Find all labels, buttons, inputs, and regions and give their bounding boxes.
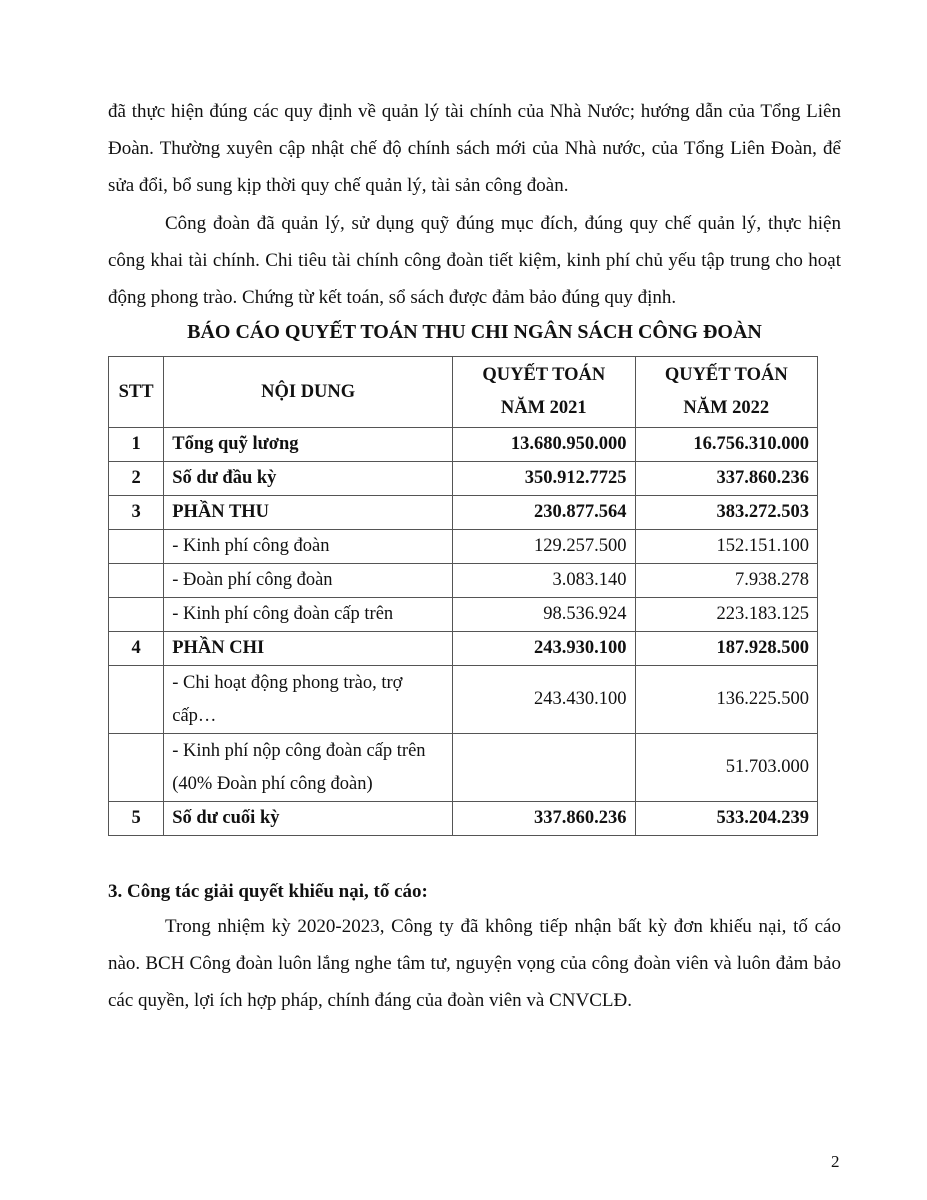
row-content: Số dư cuối kỳ [164, 802, 453, 836]
header-2022 [635, 357, 817, 428]
header-2021-line2: NĂM 2021 [500, 398, 587, 418]
table-row [109, 428, 818, 462]
row-value-2022: 16.756.310.000 [635, 428, 817, 462]
row-value-2021: 129.257.500 [453, 530, 635, 564]
paragraph-fund-management: Công đoàn đã quản lý, sử dụng quỹ đúng mục đích, đúng quy chế quản lý, thực hiện công khai tài chính. Chi tiêu tài chính công đoàn tiết kiệm, kinh phí chủ yếu tập trung cho hoạt động phong trào. Chứng từ kết toán, sổ sách được đảm bảo đúng quy định. [108, 213, 841, 308]
row-stt: 1 [109, 428, 164, 462]
row-value-2021: 230.877.564 [453, 496, 635, 530]
row-content: - Kinh phí công đoàn [164, 530, 453, 564]
header-2022-line1: QUYẾT TOÁN [664, 365, 788, 385]
table-title: BÁO CÁO QUYẾT TOÁN THU CHI NGÂN SÁCH CÔNG ĐOÀN [187, 321, 762, 343]
table-row [109, 632, 818, 666]
row-content: PHẦN CHI [164, 632, 453, 666]
row-content: PHẦN THU [164, 496, 453, 530]
row-value-2021: 13.680.950.000 [453, 428, 635, 462]
row-content: - Kinh phí công đoàn cấp trên [164, 598, 453, 632]
paragraph-financial-regulations: đã thực hiện đúng các quy định về quản lý tài chính của Nhà Nước; hướng dẫn của Tổng Liên Đoàn. Thường xuyên cập nhật chế độ chính sách mới của Nhà nước, của Tổng Liên Đoàn, để sửa đổi, bổ sung kịp thời quy chế quản lý, tài sản công đoàn. [108, 101, 841, 196]
row-value-2022: 337.860.236 [635, 462, 817, 496]
row-value-2022: 7.938.278 [635, 564, 817, 598]
row-value-2022: 136.225.500 [635, 666, 817, 734]
row-value-2022: 383.272.503 [635, 496, 817, 530]
row-stt [109, 734, 164, 802]
budget-report-table [108, 356, 818, 836]
table-header-row [109, 357, 818, 428]
row-stt: 5 [109, 802, 164, 836]
table-row [109, 666, 818, 734]
row-stt [109, 564, 164, 598]
row-content: - Kinh phí nộp công đoàn cấp trên (40% Đoàn phí công đoàn) [164, 734, 453, 802]
row-value-2021: 243.930.100 [453, 632, 635, 666]
header-2021-line1: QUYẾT TOÁN [482, 365, 606, 385]
header-2021 [453, 357, 635, 428]
row-content: - Đoàn phí công đoàn [164, 564, 453, 598]
header-stt: STT [109, 357, 164, 428]
row-value-2022: 533.204.239 [635, 802, 817, 836]
row-value-2021: 350.912.7725 [453, 462, 635, 496]
section-3-heading: 3. Công tác giải quyết khiếu nại, tố cáo: [108, 881, 428, 902]
table-row [109, 802, 818, 836]
header-content: NỘI DUNG [164, 357, 453, 428]
row-stt [109, 666, 164, 734]
table-row [109, 734, 818, 802]
table-row [109, 496, 818, 530]
row-value-2022: 51.703.000 [635, 734, 817, 802]
section-3-body: Trong nhiệm kỳ 2020-2023, Công ty đã không tiếp nhận bất kỳ đơn khiếu nại, tố cáo nào. BCH Công đoàn luôn lắng nghe tâm tư, nguyện vọng của công đoàn viên và luôn đảm bảo các quyền, lợi ích hợp pháp, chính đáng của đoàn viên và CNVCLĐ. [108, 916, 841, 1011]
row-stt [109, 598, 164, 632]
table-row [109, 462, 818, 496]
table-row [109, 564, 818, 598]
row-stt: 4 [109, 632, 164, 666]
row-stt: 2 [109, 462, 164, 496]
row-value-2021: 243.430.100 [453, 666, 635, 734]
page-number: 2 [831, 1152, 840, 1171]
row-value-2022: 187.928.500 [635, 632, 817, 666]
row-content: Số dư đầu kỳ [164, 462, 453, 496]
row-value-2022: 223.183.125 [635, 598, 817, 632]
row-value-2021 [453, 734, 635, 802]
row-value-2021: 98.536.924 [453, 598, 635, 632]
row-content: - Chi hoạt động phong trào, trợ cấp… [164, 666, 453, 734]
row-value-2021: 337.860.236 [453, 802, 635, 836]
header-2022-line2: NĂM 2022 [683, 398, 770, 418]
row-value-2021: 3.083.140 [453, 564, 635, 598]
row-content: Tổng quỹ lương [164, 428, 453, 462]
row-value-2022: 152.151.100 [635, 530, 817, 564]
row-stt [109, 530, 164, 564]
row-stt: 3 [109, 496, 164, 530]
table-row [109, 530, 818, 564]
table-row [109, 598, 818, 632]
